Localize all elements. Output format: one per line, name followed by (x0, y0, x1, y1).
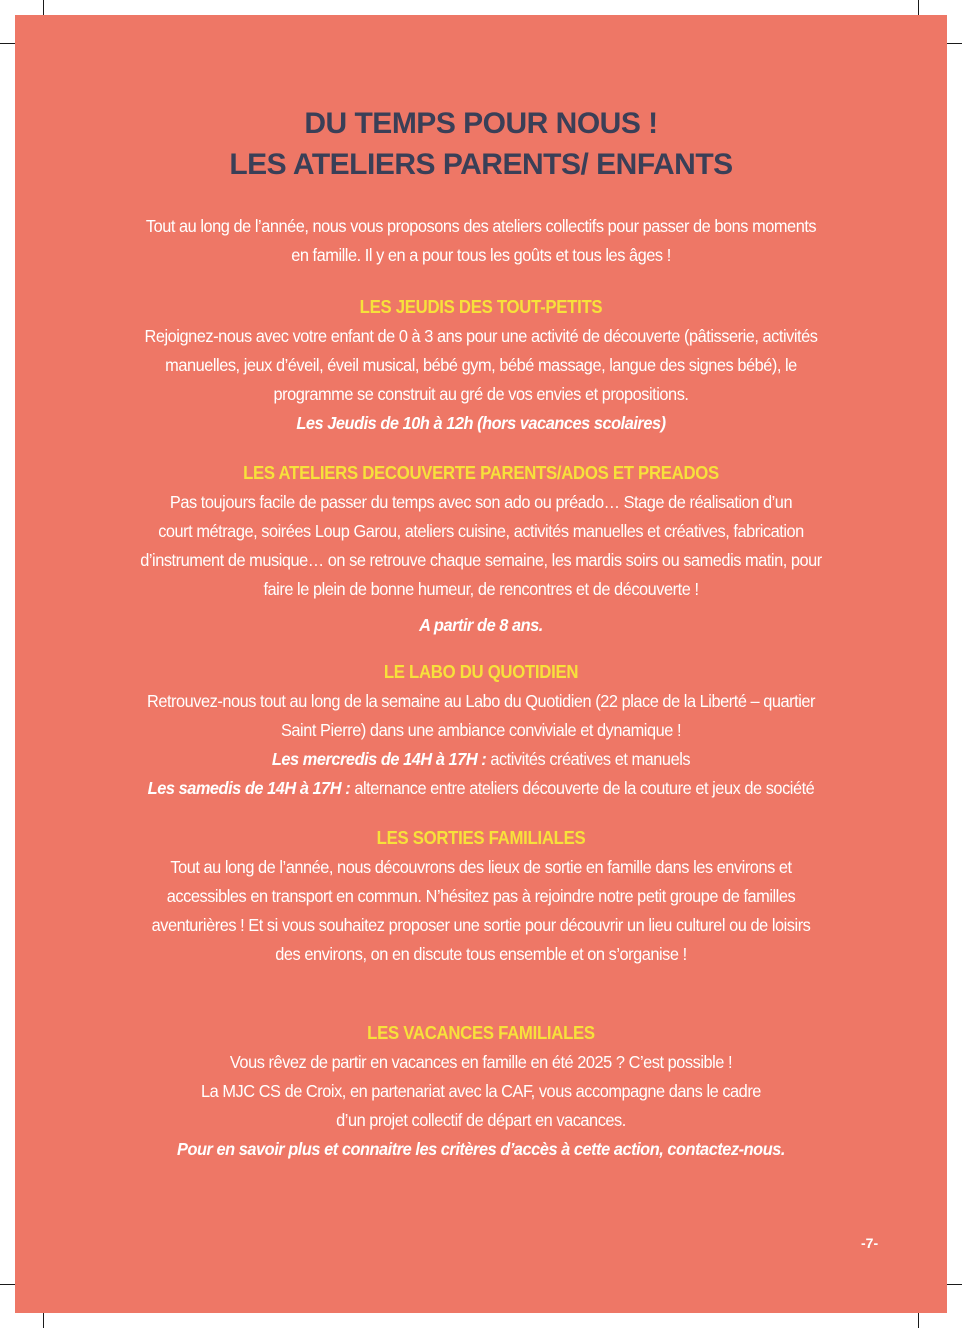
title-line-1: DU TEMPS POUR NOUS ! (304, 107, 658, 140)
schedule-detail: activités créatives et manuels (486, 749, 691, 769)
text-line: court métrage, soirées Loup Garou, ateliers cuisine, activités manuelles et créatives, fabrication (158, 521, 804, 541)
page-title (15, 103, 947, 185)
section-heading: LE LABO DU QUOTIDIEN (383, 662, 579, 682)
text-line: manuelles, jeux d’éveil, éveil musical, bébé gym, bébé massage, langue des signes bébé), le (165, 355, 797, 375)
intro-paragraph (103, 212, 858, 270)
section-text (103, 488, 858, 604)
content (103, 212, 858, 1164)
text-line: programme se construit au gré de vos envies et propositions. (273, 384, 689, 404)
section-labo (103, 658, 858, 803)
text-line: des environs, on en discute tous ensemble et on s’organise ! (275, 944, 687, 964)
section-heading: LES ATELIERS DECOUVERTE PARENTS/ADOS ET PREADOS (243, 463, 719, 483)
title-line-2: LES ATELIERS PARENTS/ ENFANTS (229, 148, 733, 181)
contact-cta: Pour en savoir plus et connaitre les critères d’accès à cette action, contactez-nous. (177, 1139, 785, 1159)
schedule-label: Les samedis de 14H à 17H : (147, 778, 351, 798)
section-sorties (103, 824, 858, 969)
section-heading: LES VACANCES FAMILIALES (367, 1023, 595, 1043)
text-line: Vous rêvez de partir en vacances en famille en été 2025 ? C’est possible ! (229, 1052, 733, 1072)
section-text (103, 1048, 858, 1135)
section-text (103, 687, 858, 803)
intro-line: en famille. Il y en a pour tous les goûts et tous les âges ! (291, 245, 671, 265)
schedule-detail: alternance entre ateliers découverte de la couture et jeux de société (350, 778, 815, 798)
text-line: accessibles en transport en commun. N’hésitez pas à rejoindre notre petit groupe de familles (166, 886, 796, 906)
page-number: -7- (861, 1235, 879, 1251)
section-text (103, 853, 858, 969)
section-text (103, 322, 858, 409)
intro-line: Tout au long de l’année, nous vous proposons des ateliers collectifs pour passer de bons moments (145, 216, 817, 236)
section-vacances (103, 1019, 858, 1164)
text-line: La MJC CS de Croix, en partenariat avec la CAF, vous accompagne dans le cadre (201, 1081, 761, 1101)
text-line: d’instrument de musique… on se retrouve chaque semaine, les mardis soirs ou samedis matin, pour (140, 550, 822, 570)
age-text: A partir de 8 ans. (419, 615, 543, 635)
text-line: Tout au long de l’année, nous découvrons des lieux de sortie en famille dans les environs et (170, 857, 792, 877)
text-line: Retrouvez-nous tout au long de la semaine au Labo du Quotidien (22 place de la Liberté – quartier (146, 691, 816, 711)
text-line: faire le plein de bonne humeur, de rencontres et de découverte ! (263, 579, 699, 599)
text-line: Pas toujours facile de passer du temps avec son ado ou préado… Stage de réalisation d’un (169, 492, 793, 512)
schedule-label: Les mercredis de 14H à 17H : (271, 749, 487, 769)
section-ados (103, 459, 858, 640)
section-heading: LES SORTIES FAMILIALES (376, 828, 586, 848)
section-jeudis (103, 293, 858, 438)
text-line: d’un projet collectif de départ en vacances. (336, 1110, 626, 1130)
schedule-text: Les Jeudis de 10h à 12h (hors vacances scolaires) (296, 413, 666, 433)
page (15, 15, 947, 1313)
text-line: Saint Pierre) dans une ambiance conviviale et dynamique ! (280, 720, 682, 740)
text-line: Rejoignez-nous avec votre enfant de 0 à 3 ans pour une activité de découverte (pâtisserie, activités (144, 326, 818, 346)
section-heading: LES JEUDIS DES TOUT-PETITS (359, 297, 603, 317)
text-line: aventurières ! Et si vous souhaitez proposer une sortie pour découvrir un lieu culturel ou de loisirs (151, 915, 811, 935)
